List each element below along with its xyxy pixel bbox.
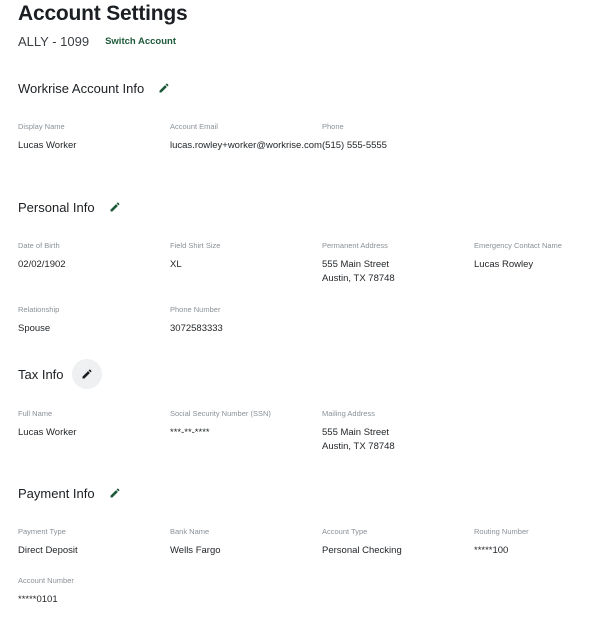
field-display-name (18, 122, 168, 153)
personal-section-header (18, 199, 123, 215)
field-label: Date of Birth (18, 241, 60, 250)
address-line-2: Austin, TX 78748 (322, 273, 395, 284)
field-label: Account Email (170, 122, 218, 131)
field-value: lucas.rowley+worker@workrise.com (170, 140, 322, 151)
field-value: *****100 (474, 545, 509, 556)
field-mailing-address (322, 409, 472, 454)
pencil-icon[interactable] (156, 80, 172, 96)
field-label: Account Type (322, 527, 368, 536)
field-value: *****0101 (18, 594, 58, 605)
field-label: Relationship (18, 305, 60, 314)
field-label: Full Name (18, 409, 53, 418)
field-label: Phone (322, 122, 344, 131)
pencil-icon[interactable] (72, 359, 102, 389)
account-name: ALLY - 1099 (18, 34, 90, 49)
field-relationship (18, 305, 168, 336)
field-payment-type (18, 527, 168, 558)
field-value: Direct Deposit (18, 545, 78, 556)
address-line-1: 555 Main Street (322, 427, 390, 438)
field-value: Lucas Worker (18, 427, 77, 438)
field-full-name (18, 409, 168, 440)
address-line-2: Austin, TX 78748 (322, 441, 395, 452)
pencil-icon[interactable] (107, 485, 123, 501)
page-title: Account Settings (18, 2, 188, 25)
field-label: Phone Number (170, 305, 221, 314)
address-line-1: 555 Main Street (322, 259, 390, 270)
field-label: Display Name (18, 122, 65, 131)
field-emergency-contact (474, 241, 608, 272)
field-phone-number (170, 305, 320, 336)
field-label: Bank Name (170, 527, 210, 536)
field-value: Wells Fargo (170, 545, 221, 556)
account-settings-page (18, 0, 608, 622)
field-label: Social Security Number (SSN) (170, 409, 271, 418)
payment-section-header (18, 485, 123, 501)
pencil-icon[interactable] (107, 199, 123, 215)
field-value: Lucas Rowley (474, 259, 534, 270)
section-title-personal: Personal Info (18, 199, 95, 215)
field-value: Lucas Worker (18, 140, 77, 151)
section-title-tax: Tax Info (18, 366, 64, 382)
field-label: Mailing Address (322, 409, 375, 418)
field-account-number (18, 576, 168, 607)
field-label: Routing Number (474, 527, 529, 536)
field-phone (322, 122, 472, 153)
switch-account-link[interactable]: Switch Account (105, 36, 176, 47)
section-title-payment: Payment Info (18, 485, 95, 501)
field-account-email (170, 122, 320, 153)
field-date-of-birth (18, 241, 168, 272)
field-shirt-size (170, 241, 320, 272)
workrise-section-header (18, 80, 172, 96)
tax-section-header (18, 359, 102, 389)
field-routing-number (474, 527, 608, 558)
field-permanent-address (322, 241, 472, 286)
field-value: XL (170, 259, 182, 270)
field-label: Permanent Address (322, 241, 388, 250)
field-value: 3072583333 (170, 323, 223, 334)
field-value: 02/02/1902 (18, 259, 66, 270)
field-label: Payment Type (18, 527, 66, 536)
field-label: Account Number (18, 576, 74, 585)
section-title-workrise: Workrise Account Info (18, 80, 145, 96)
field-bank-name (170, 527, 320, 558)
account-switcher-row (18, 34, 176, 49)
field-value: (515) 555-5555 (322, 140, 387, 151)
field-ssn (170, 409, 320, 440)
field-label: Field Shirt Size (170, 241, 221, 250)
field-value: Personal Checking (322, 545, 402, 556)
field-label: Emergency Contact Name (474, 241, 562, 250)
field-account-type (322, 527, 472, 558)
field-value: Spouse (18, 323, 51, 334)
field-value: ***-**-**** (170, 427, 210, 438)
